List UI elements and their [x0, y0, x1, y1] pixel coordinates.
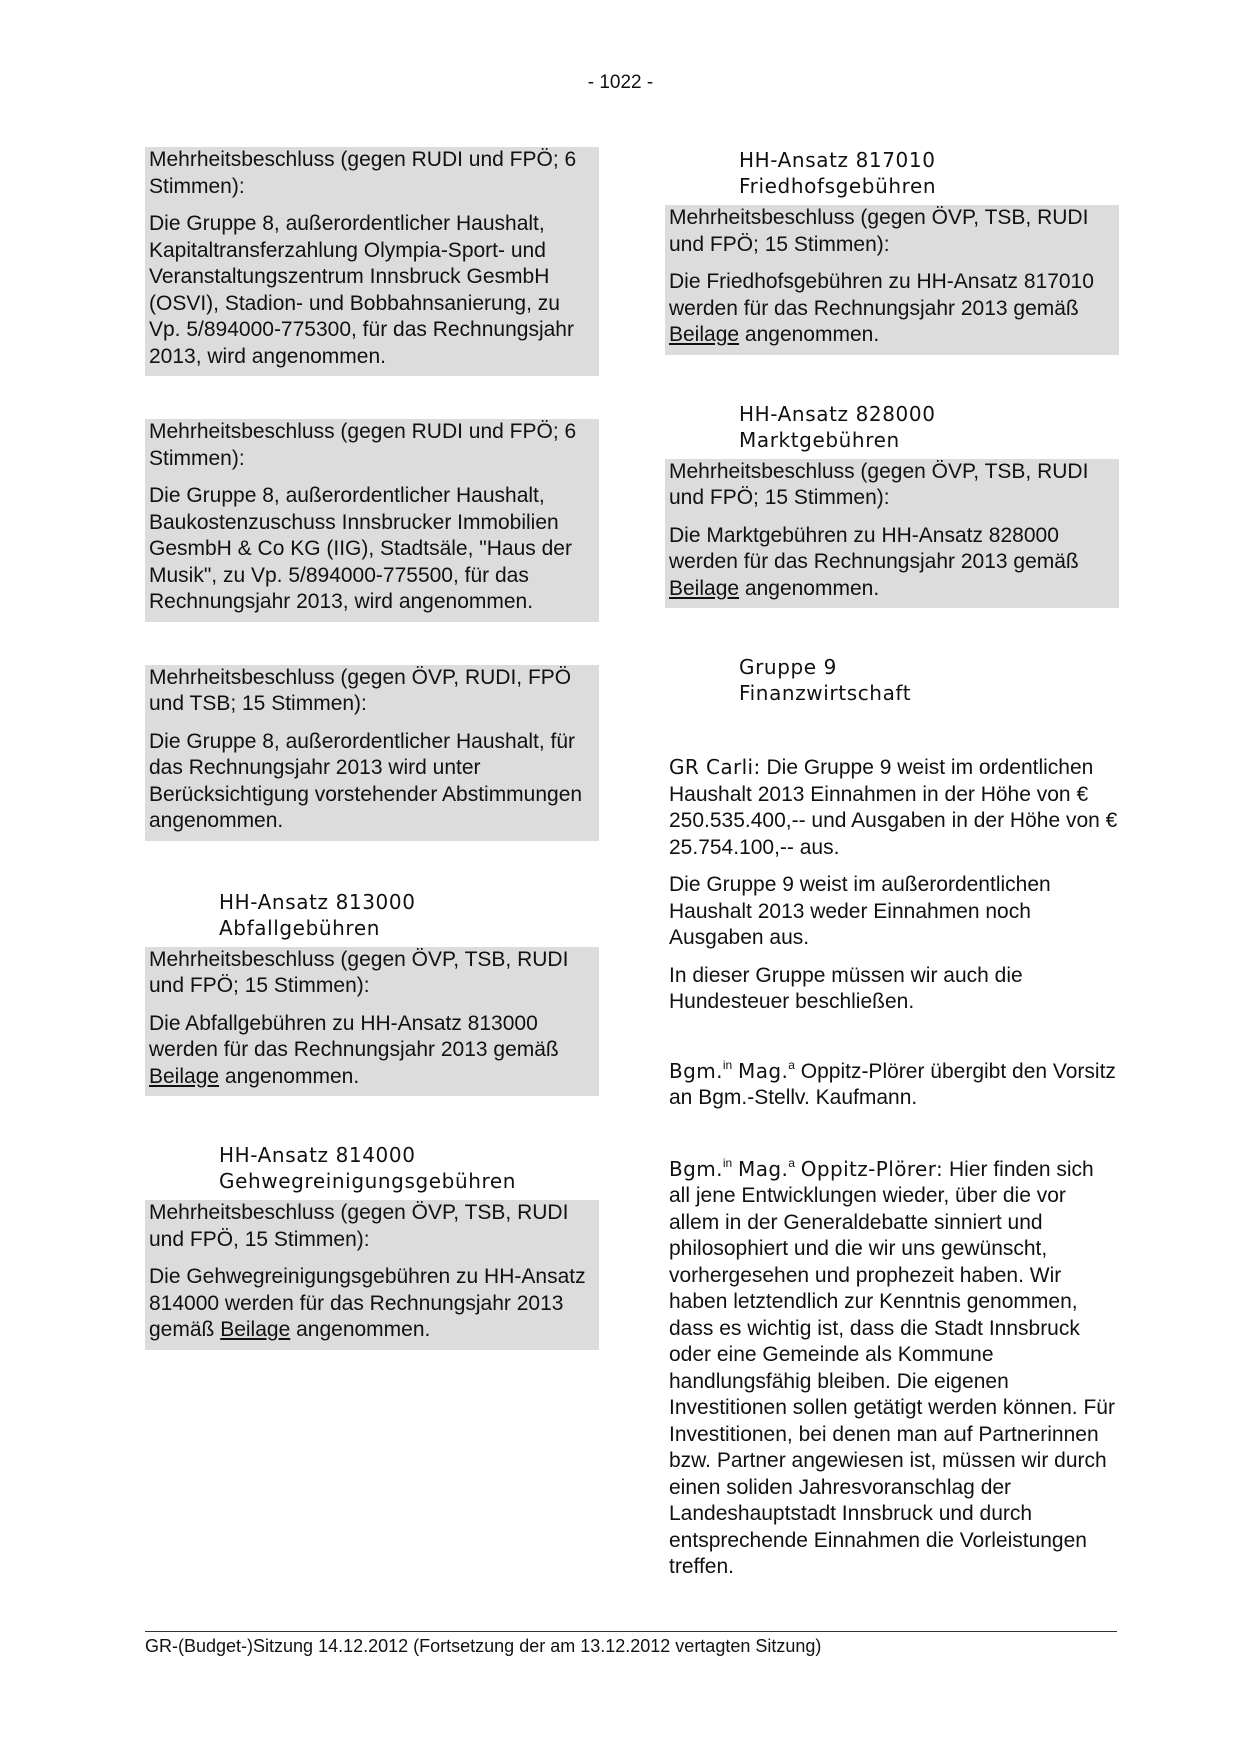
resolution-vote: Mehrheitsbeschluss (gegen ÖVP, TSB, RUDI und FPÖ; 15 Stimmen): — [669, 459, 1089, 509]
resolution-text: Die Gruppe 8, außerordentlicher Haushalt, Baukostenzuschuss Innsbrucker Immobilien GesmbH & Co KG (IIG), Stadtsäle, "Haus der Musik", zu Vp. 5/894000-775500, für das Rechnungsjahr 2013, wird angenommen. — [149, 484, 572, 613]
section-828000 — [665, 401, 1119, 609]
resolution-abfall — [145, 947, 599, 1097]
section-heading: HH-Ansatz 813000 Abfallgebühren — [219, 889, 416, 940]
right-column — [665, 147, 1119, 1581]
section-heading: HH-Ansatz 817010 Friedhofsgebühren — [739, 148, 937, 198]
section-heading-gruppe9: Gruppe 9 Finanzwirtschaft — [739, 655, 912, 705]
resolution-markt — [665, 459, 1119, 609]
chair-handover: Bgm.$^{in}$ Mag.$^a$ Oppitz-Plörer übergibt den Vorsitz an Bgm.-Stellv. Kaufmann. — [669, 1057, 1116, 1109]
resolution-vote: Mehrheitsbeschluss (gegen ÖVP, RUDI, FPÖ und TSB; 15 Stimmen): — [149, 665, 572, 715]
beilage-link[interactable]: Beilage — [669, 323, 740, 346]
mayor-speech: Bgm.$^{in}$ Mag.$^a$ Oppitz-Plörer: Hier finden sich all jene Entwicklungen wieder, über die vor allem in der Generaldebatte sinniert und philosophiert und die wir uns gewünscht, vorhergesehen und prophezeit haben. Wir haben letztendlich zur Kenntnis genommen, dass es wichtig ist, dass die Stadt Innsbruck oder eine Gemeinde als Kommune handlungsfähig bleiben. Die eigenen Investitionen sollen getätigt werden können. Für Investitionen, bei denen man auf Partnerinnen bzw. Partner angewiesen ist, müssen wir durch einen soliden Jahresvoranschlag der Landeshauptstadt Innsbruck und durch entsprechende Einnahmen die Vorleistungen treffen. — [669, 1155, 1115, 1578]
footer-text: GR-(Budget-)Sitzung 14.12.2012 (Fortsetzung der am 13.12.2012 vertagten Sitzung) — [145, 1636, 822, 1656]
speaker-name: Oppitz-Plörer: — [800, 1156, 944, 1181]
resolution-text: Die Gruppe 8, außerordentlicher Haushalt, für das Rechnungsjahr 2013 wird unter Berücksichtigung vorstehender Abstimmungen angenommen. — [149, 729, 583, 832]
section-813000 — [145, 889, 599, 1097]
resolution-vote: Mehrheitsbeschluss (gegen RUDI und FPÖ; 6 Stimmen): — [149, 148, 577, 198]
section-heading: HH-Ansatz 828000 Marktgebühren — [739, 401, 936, 452]
footer-divider — [145, 1631, 1117, 1632]
speaker-name: GR Carli: — [669, 755, 761, 779]
resolution-vote: Mehrheitsbeschluss (gegen ÖVP, TSB, RUDI und FPÖ; 15 Stimmen): — [149, 947, 569, 997]
carli-statement — [665, 754, 1119, 1016]
carli-paragraph: GR Carli: Die Gruppe 9 weist im ordentlichen Haushalt 2013 Einnahmen in der Höhe von € 250.535.400,-- und Ausgaben in der Höhe von € 25.754.100,-- aus. — [669, 755, 1118, 859]
resolution-iig — [145, 419, 599, 622]
resolution-text: Die Marktgebühren zu HH-Ansatz 828000 werden für das Rechnungsjahr 2013 gemäß Beilage angenommen. — [669, 523, 1079, 600]
resolution-text: Die Gruppe 8, außerordentlicher Haushalt, Kapitaltransferzahlung Olympia-Sport- und Veranstaltungszentrum Innsbruck GesmbH (OSVI), Stadion- und Bobbahnsanierung, zu Vp. 5/894000-775300, für das Rechnungsjahr 2013, wird angenommen. — [149, 212, 574, 368]
resolution-text: Die Abfallgebühren zu HH-Ansatz 813000 werden für das Rechnungsjahr 2013 gemäß Beilage angenommen. — [149, 1011, 559, 1088]
section-heading: HH-Ansatz 814000 Gehwegreinigungsgebühren — [219, 1143, 517, 1193]
resolution-text: Die Gehwegreinigungsgebühren zu HH-Ansatz 814000 werden für das Rechnungsjahr 2013 gemäß Beilage angenommen. — [149, 1265, 586, 1341]
section-814000 — [145, 1142, 599, 1350]
resolution-vote: Mehrheitsbeschluss (gegen RUDI und FPÖ; 6 Stimmen): — [149, 420, 577, 470]
resolution-text: Die Friedhofsgebühren zu HH-Ansatz 817010 werden für das Rechnungsjahr 2013 gemäß Beilage angenommen. — [669, 270, 1094, 346]
beilage-link[interactable]: Beilage — [669, 576, 740, 600]
section-817010 — [665, 147, 1119, 355]
beilage-link[interactable]: Beilage — [149, 1064, 220, 1088]
carli-paragraph: Die Gruppe 9 weist im außerordentlichen Haushalt 2013 weder Einnahmen noch Ausgaben aus. — [669, 873, 1051, 949]
carli-paragraph: In dieser Gruppe müssen wir auch die Hundesteuer beschließen. — [669, 963, 1023, 1013]
resolution-friedhof — [665, 205, 1119, 355]
resolution-gehweg — [145, 1200, 599, 1350]
left-column — [145, 147, 599, 1350]
page-number: - 1022 - — [587, 72, 654, 93]
resolution-vote: Mehrheitsbeschluss (gegen ÖVP, TSB, RUDI und FPÖ; 15 Stimmen): — [669, 206, 1089, 256]
beilage-link[interactable]: Beilage — [220, 1318, 291, 1341]
resolution-group8 — [145, 665, 599, 841]
resolution-vote: Mehrheitsbeschluss (gegen ÖVP, TSB, RUDI und FPÖ, 15 Stimmen): — [149, 1201, 569, 1251]
resolution-osvi — [145, 147, 599, 376]
